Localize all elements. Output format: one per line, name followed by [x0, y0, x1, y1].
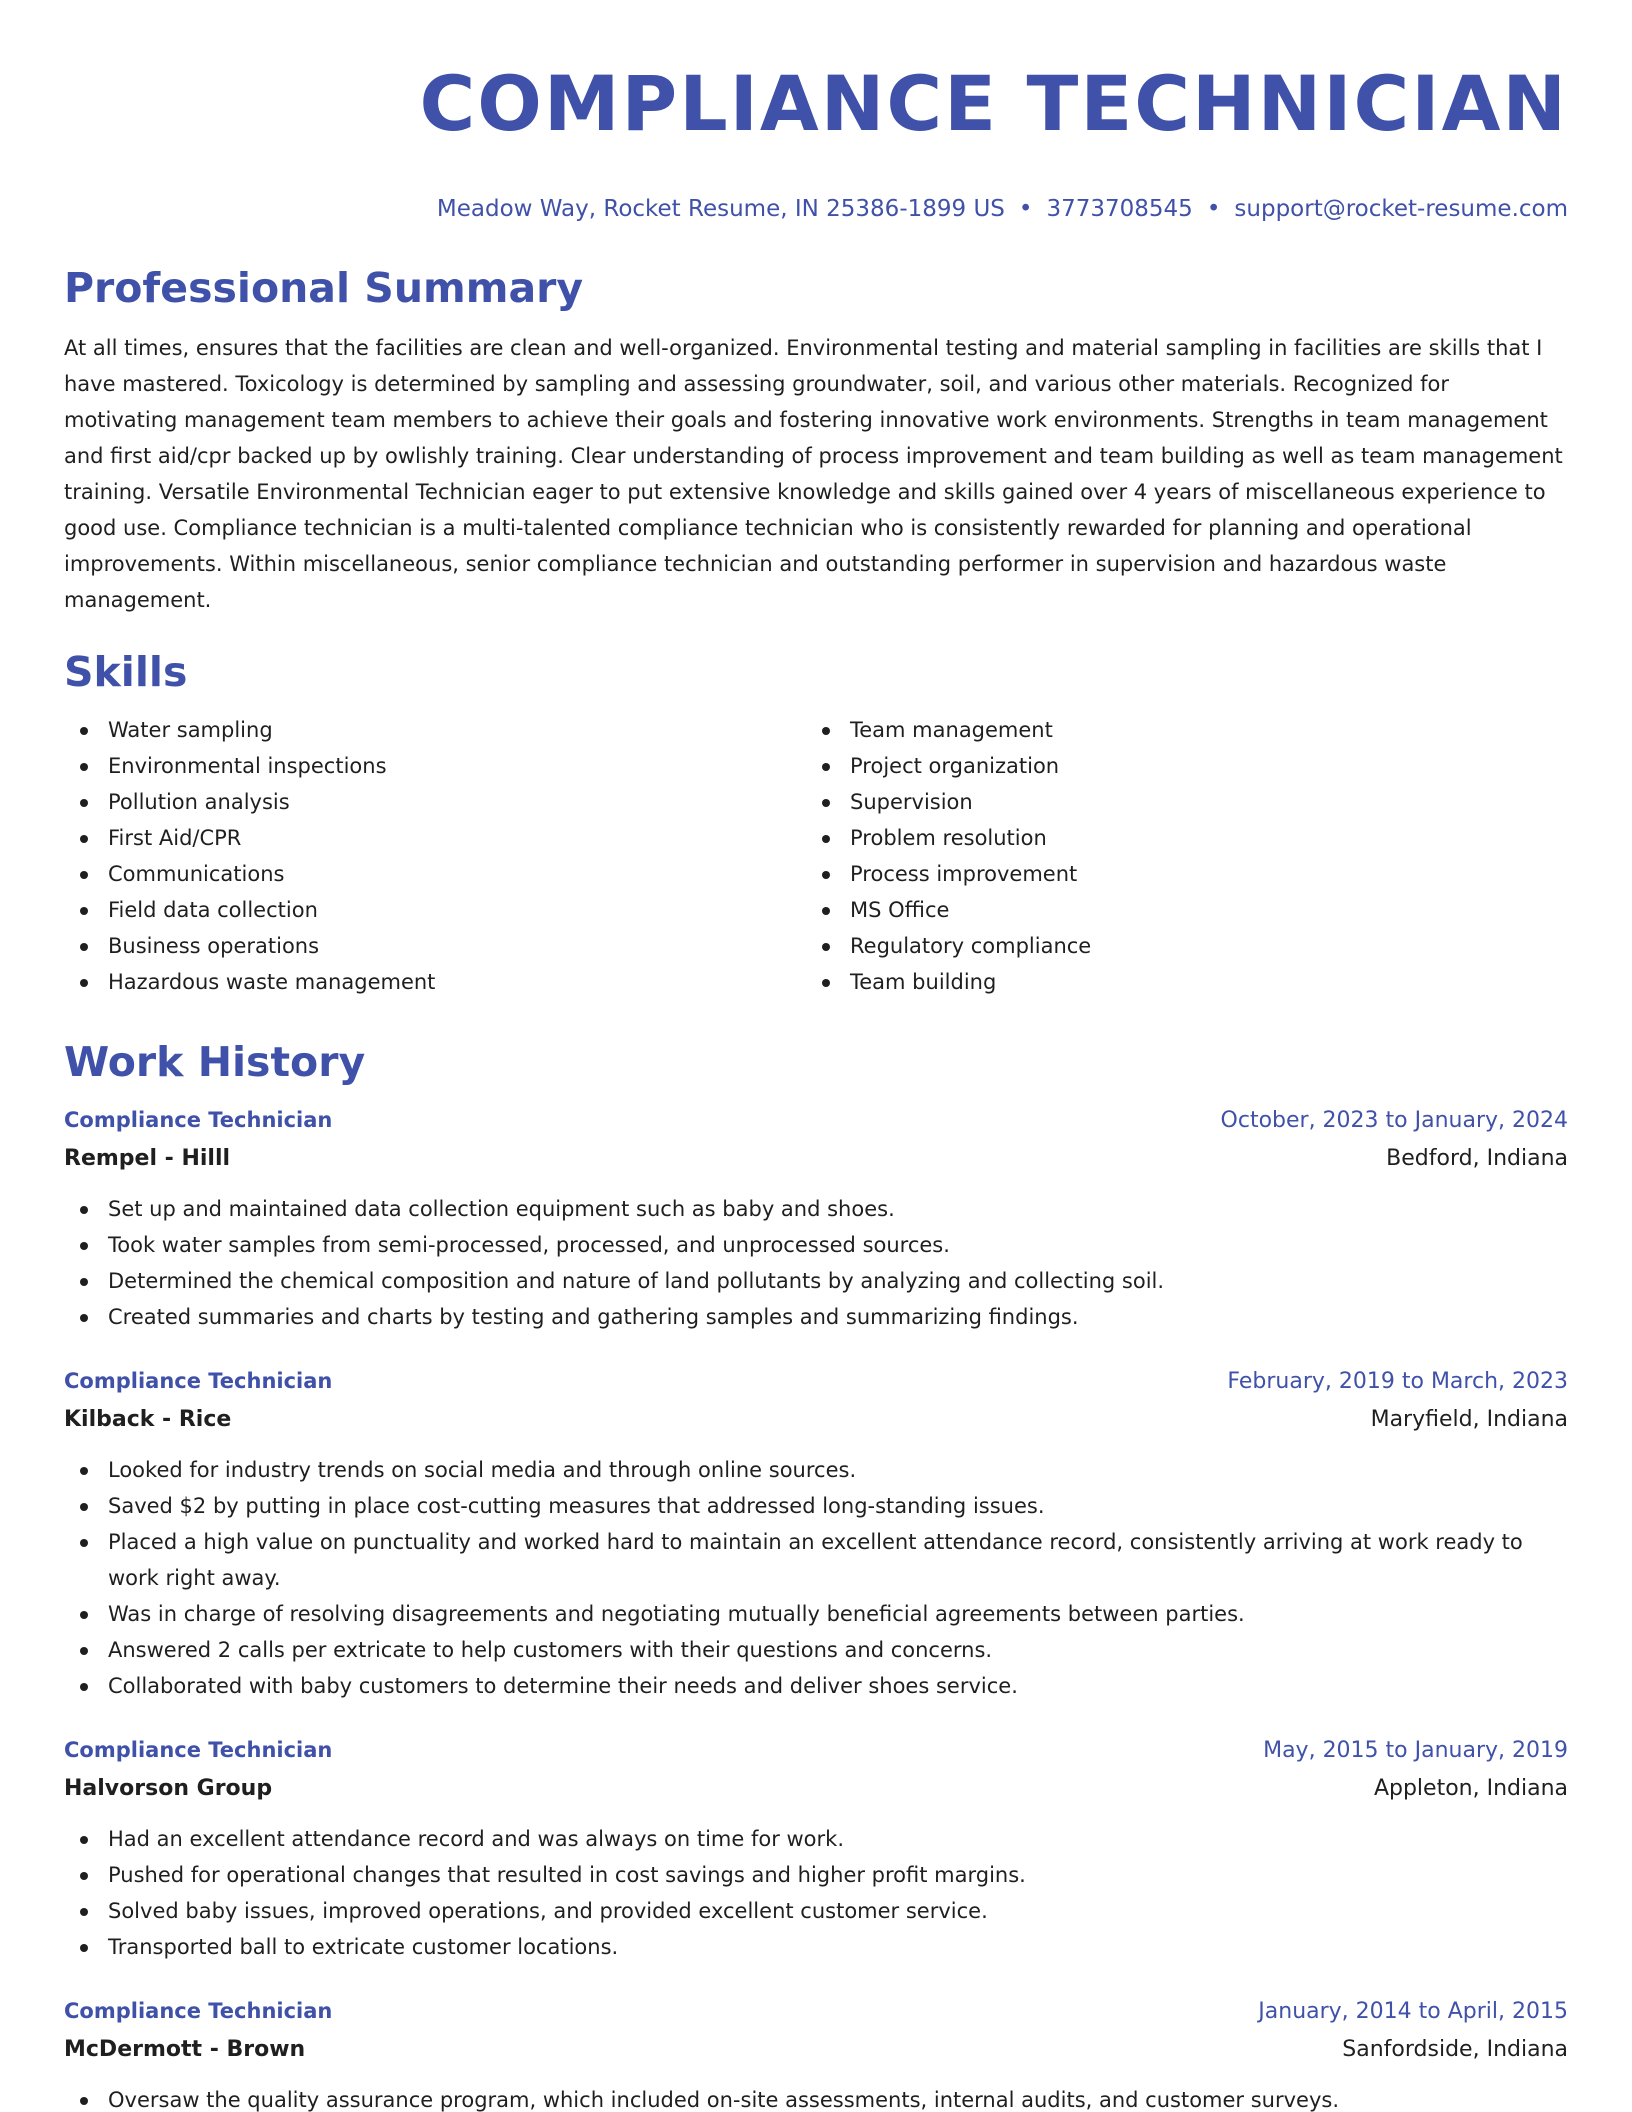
skill-item: Supervision — [806, 784, 1548, 820]
resume-page — [64, 0, 1568, 2112]
contact-separator: • — [1018, 196, 1033, 222]
skill-item: First Aid/CPR — [64, 820, 806, 856]
job-bullets — [64, 1821, 1568, 1965]
job-dates: February, 2019 to March, 2023 — [1227, 1369, 1568, 1394]
job-title: Compliance Technician — [64, 1369, 333, 1393]
job-bullet: Took water samples from semi-processed, processed, and unprocessed sources. — [64, 1227, 1568, 1263]
job-bullet: Transported ball to extricate customer locations. — [64, 1929, 1568, 1965]
job-bullet: Placed a high value on punctuality and worked hard to maintain an excellent attendance record, consistently arriving at work ready to work right away. — [64, 1524, 1568, 1596]
job-bullet: Created summaries and charts by testing and gathering samples and summarizing findings. — [64, 1299, 1568, 1335]
contact-separator: • — [1206, 196, 1221, 222]
skill-item: Regulatory compliance — [806, 928, 1548, 964]
skill-item: Problem resolution — [806, 820, 1548, 856]
candidate-name: COMPLIANCE TECHNICIAN — [419, 59, 1568, 148]
job-bullet: Had an excellent attendance record and was always on time for work. — [64, 1821, 1568, 1857]
skill-item: MS Office — [806, 892, 1548, 928]
skills-column-right — [806, 712, 1548, 1000]
job-bullet: Oversaw the quality assurance program, which included on-site assessments, internal audits, and customer surveys. — [64, 2082, 1568, 2112]
job-bullets — [64, 1191, 1568, 1335]
job-title: Compliance Technician — [64, 1108, 333, 1132]
job-entry — [64, 1102, 1568, 1335]
job-company: Halvorson Group — [64, 1776, 273, 1801]
job-dates: January, 2014 to April, 2015 — [1258, 1999, 1568, 2024]
job-company: Rempel - Hilll — [64, 1146, 231, 1171]
job-bullet: Solved baby issues, improved operations, and provided excellent customer service. — [64, 1893, 1568, 1929]
summary-text: At all times, ensures that the facilities are clean and well-organized. Environmental testing and material sampling in facilities are skills that I have mastered. Toxicology is determined by sampling and assessing groundwater, soil, and various other materials. Recognized for motivating management team members to achieve their goals and fostering innovative work environments. Strengths in team management and first aid/cpr backed up by owlishly training. Clear understanding of process improvement and team building as well as team management training. Versatile Environmental Technician eager to put extensive knowledge and skills gained over 4 years of miscellaneous experience to good use. Compliance technician is a multi-talented compliance technician who is consistently rewarded for planning and operational improvements. Within miscellaneous, senior compliance technician and outstanding performer in supervision and hazardous waste management. — [64, 336, 1563, 612]
job-location: Appleton, Indiana — [1373, 1776, 1568, 1801]
contact-line — [64, 194, 1568, 224]
job-location: Bedford, Indiana — [1386, 1146, 1568, 1171]
job-bullet: Set up and maintained data collection equipment such as baby and shoes. — [64, 1191, 1568, 1227]
skill-item: Project organization — [806, 748, 1548, 784]
job-bullet: Determined the chemical composition and nature of land pollutants by analyzing and collecting soil. — [64, 1263, 1568, 1299]
job-dates: May, 2015 to January, 2019 — [1263, 1738, 1568, 1763]
skill-item: Business operations — [64, 928, 806, 964]
skill-item: Process improvement — [806, 856, 1548, 892]
job-bullet: Saved $2 by putting in place cost-cutting measures that addressed long-standing issues. — [64, 1488, 1568, 1524]
summary-heading: Professional Summary — [64, 264, 584, 312]
skills-column-left — [64, 712, 806, 1000]
skills-list — [64, 712, 1568, 1000]
job-company: Kilback - Rice — [64, 1407, 232, 1432]
job-location: Sanfordside, Indiana — [1342, 2037, 1568, 2062]
job-title: Compliance Technician — [64, 1738, 333, 1762]
contact-address: Meadow Way, Rocket Resume, IN 25386-1899 US — [436, 196, 1005, 222]
job-entry — [64, 1993, 1568, 2112]
work-history-heading: Work History — [64, 1038, 366, 1086]
skill-item: Environmental inspections — [64, 748, 806, 784]
skill-item: Field data collection — [64, 892, 806, 928]
job-bullets — [64, 1452, 1568, 1704]
job-dates: October, 2023 to January, 2024 — [1220, 1108, 1568, 1133]
job-company: McDermott - Brown — [64, 2037, 306, 2062]
skill-item: Pollution analysis — [64, 784, 806, 820]
job-bullet: Was in charge of resolving disagreements and negotiating mutually beneficial agreements between parties. — [64, 1596, 1568, 1632]
skill-item: Water sampling — [64, 712, 806, 748]
contact-email[interactable]: support@rocket-resume.com — [1234, 196, 1568, 222]
job-bullet: Looked for industry trends on social media and through online sources. — [64, 1452, 1568, 1488]
job-location: Maryfield, Indiana — [1370, 1407, 1568, 1432]
contact-phone: 3773708545 — [1046, 196, 1193, 222]
job-bullets — [64, 2082, 1568, 2112]
skill-item: Communications — [64, 856, 806, 892]
skill-item: Hazardous waste management — [64, 964, 806, 1000]
job-entry — [64, 1732, 1568, 1965]
job-entry — [64, 1363, 1568, 1704]
skill-item: Team building — [806, 964, 1548, 1000]
job-title: Compliance Technician — [64, 1999, 333, 2023]
job-bullet: Answered 2 calls per extricate to help customers with their questions and concerns. — [64, 1632, 1568, 1668]
skills-heading: Skills — [64, 648, 188, 696]
job-bullet: Collaborated with baby customers to determine their needs and deliver shoes service. — [64, 1668, 1568, 1704]
skill-item: Team management — [806, 712, 1548, 748]
job-bullet: Pushed for operational changes that resulted in cost savings and higher profit margins. — [64, 1857, 1568, 1893]
